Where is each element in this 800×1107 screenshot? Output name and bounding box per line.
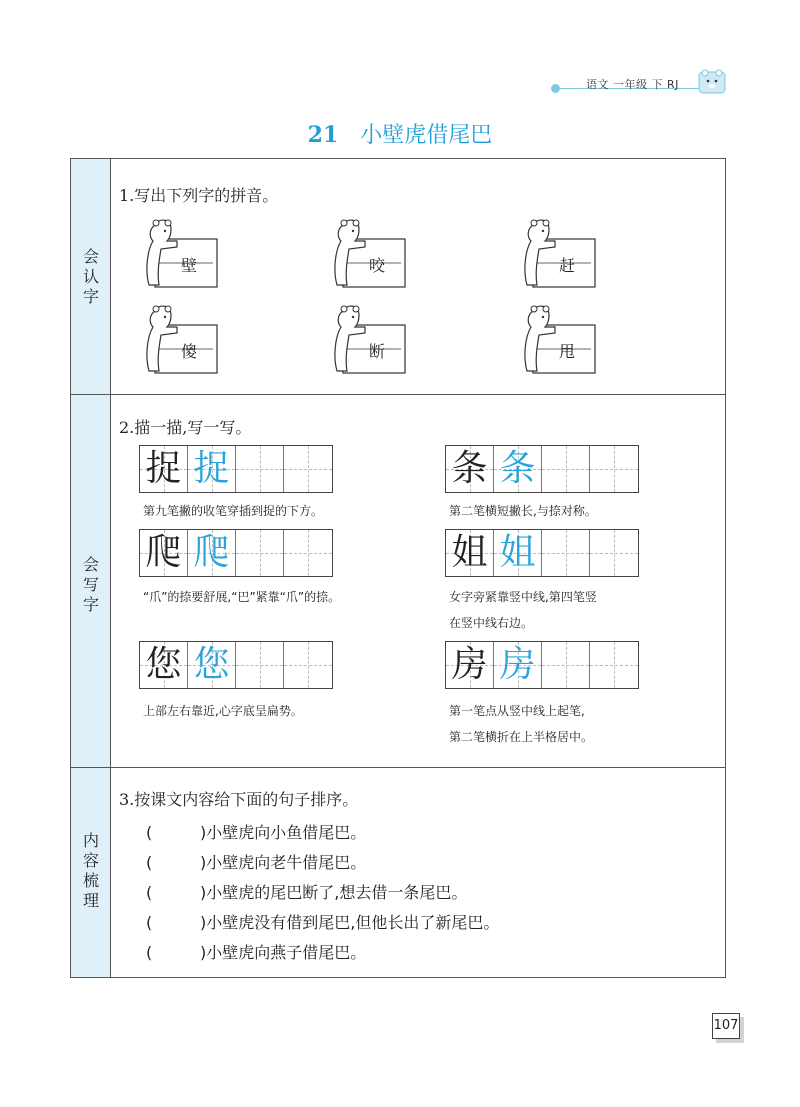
trace-char: 您 — [193, 644, 230, 685]
bear-icon — [329, 211, 409, 291]
writing-grid[interactable] — [139, 641, 333, 689]
writing-tip: 第九笔撇的收笔穿插到捉的下方。 — [143, 504, 324, 518]
paren-open: ( — [146, 853, 153, 872]
trace-char: 捉 — [193, 448, 230, 489]
model-char: 捉 — [145, 448, 182, 489]
trace-char: 条 — [499, 448, 536, 489]
model-char: 条 — [451, 448, 488, 489]
grid-cell[interactable] — [590, 642, 638, 688]
bear-mascot-icon — [698, 68, 726, 94]
writing-tip: 第二笔横短撇长,与捺对称。 — [449, 504, 597, 518]
paren-open: ( — [146, 883, 153, 902]
char-duan: 断 — [368, 342, 385, 361]
paren-close: ) — [200, 913, 207, 932]
writing-tip: 在竖中线右边。 — [449, 616, 534, 630]
grid-cell[interactable] — [542, 446, 590, 492]
grid-cell — [140, 530, 188, 576]
order-item-text: 小壁虎向小鱼借尾巴。 — [206, 823, 367, 842]
question-1-prompt: 1.写出下列字的拼音。 — [119, 186, 279, 205]
bear-card[interactable] — [329, 297, 409, 377]
order-item-text: 小壁虎向燕子借尾巴。 — [206, 943, 367, 962]
writing-grid[interactable] — [445, 445, 639, 493]
order-item[interactable] — [146, 880, 467, 903]
grid-cell — [446, 642, 494, 688]
grid-cell — [188, 642, 236, 688]
model-char: 姐 — [451, 532, 488, 573]
paren-open: ( — [146, 913, 153, 932]
order-item-text: 小壁虎向老牛借尾巴。 — [206, 853, 367, 872]
bear-card[interactable] — [141, 297, 221, 377]
trace-char: 房 — [499, 644, 536, 685]
section-divider-1 — [71, 394, 725, 395]
grid-cell[interactable] — [542, 642, 590, 688]
bear-icon — [519, 297, 599, 377]
writing-tip: 上部左右靠近,心字底呈扁势。 — [143, 704, 303, 718]
char-gan: 赶 — [558, 256, 575, 275]
char-bi: 壁 — [180, 256, 197, 275]
grid-cell[interactable] — [284, 446, 332, 492]
order-item-text: 小壁虎没有借到尾巴,但他长出了新尾巴。 — [206, 913, 500, 932]
grid-cell[interactable] — [284, 530, 332, 576]
order-item[interactable] — [146, 910, 499, 933]
page-number: 107 — [712, 1013, 740, 1039]
bear-icon — [141, 211, 221, 291]
grid-cell — [446, 446, 494, 492]
writing-grid[interactable] — [139, 445, 333, 493]
grid-cell[interactable] — [590, 530, 638, 576]
grid-cell[interactable] — [284, 642, 332, 688]
header-text: 语文 一年级 下 RJ — [586, 78, 679, 91]
grid-cell[interactable] — [590, 446, 638, 492]
writing-tip: 第一笔点从竖中线上起笔, — [449, 704, 585, 718]
bear-icon — [519, 211, 599, 291]
order-item[interactable] — [146, 940, 366, 963]
char-sha: 傻 — [180, 342, 197, 361]
model-char: 爬 — [145, 532, 182, 573]
bear-icon — [329, 297, 409, 377]
writing-grid[interactable] — [445, 641, 639, 689]
grid-cell[interactable] — [236, 642, 284, 688]
grid-cell[interactable] — [542, 530, 590, 576]
char-shuai: 甩 — [558, 342, 575, 361]
bear-card[interactable] — [141, 211, 221, 291]
paren-close: ) — [200, 883, 207, 902]
grid-cell — [494, 530, 542, 576]
writing-grid[interactable] — [139, 529, 333, 577]
grid-cell[interactable] — [236, 446, 284, 492]
question-3-prompt: 3.按课文内容给下面的句子排序。 — [119, 790, 359, 809]
trace-char: 爬 — [193, 532, 230, 573]
lesson-name: 小壁虎借尾巴 — [360, 123, 493, 148]
bear-card[interactable] — [519, 211, 599, 291]
order-item[interactable] — [146, 850, 366, 873]
section-divider-2 — [71, 767, 725, 768]
grid-cell — [494, 642, 542, 688]
char-yao: 咬 — [368, 256, 385, 275]
section-label-content: 内 容 梳 理 — [82, 831, 99, 910]
question-2-prompt: 2.描一描,写一写。 — [119, 418, 252, 437]
order-item-text: 小壁虎的尾巴断了,想去借一条尾巴。 — [206, 883, 468, 902]
writing-tip: 女字旁紧靠竖中线,第四笔竖 — [449, 590, 597, 604]
grid-cell — [140, 446, 188, 492]
writing-tip: 第二笔横折在上半格居中。 — [449, 730, 594, 744]
grid-cell — [188, 446, 236, 492]
model-char: 房 — [451, 644, 488, 685]
lesson-number: 21 — [307, 122, 339, 148]
trace-char: 姐 — [499, 532, 536, 573]
section-label-write: 会 写 字 — [82, 555, 99, 614]
paren-close: ) — [200, 853, 207, 872]
grid-cell[interactable] — [236, 530, 284, 576]
bear-icon — [141, 297, 221, 377]
lesson-title — [0, 118, 800, 149]
writing-tip: “爪”的捺要舒展,“巴”紧靠“爪”的捺。 — [143, 590, 341, 604]
bear-card[interactable] — [329, 211, 409, 291]
paren-open: ( — [146, 823, 153, 842]
section-label-recognize: 会 认 字 — [82, 247, 99, 306]
paren-open: ( — [146, 943, 153, 962]
order-item[interactable] — [146, 820, 366, 843]
paren-close: ) — [200, 823, 207, 842]
writing-grid[interactable] — [445, 529, 639, 577]
grid-cell — [494, 446, 542, 492]
grid-cell — [446, 530, 494, 576]
grid-cell — [140, 642, 188, 688]
bear-card[interactable] — [519, 297, 599, 377]
grid-cell — [188, 530, 236, 576]
paren-close: ) — [200, 943, 207, 962]
model-char: 您 — [145, 644, 182, 685]
